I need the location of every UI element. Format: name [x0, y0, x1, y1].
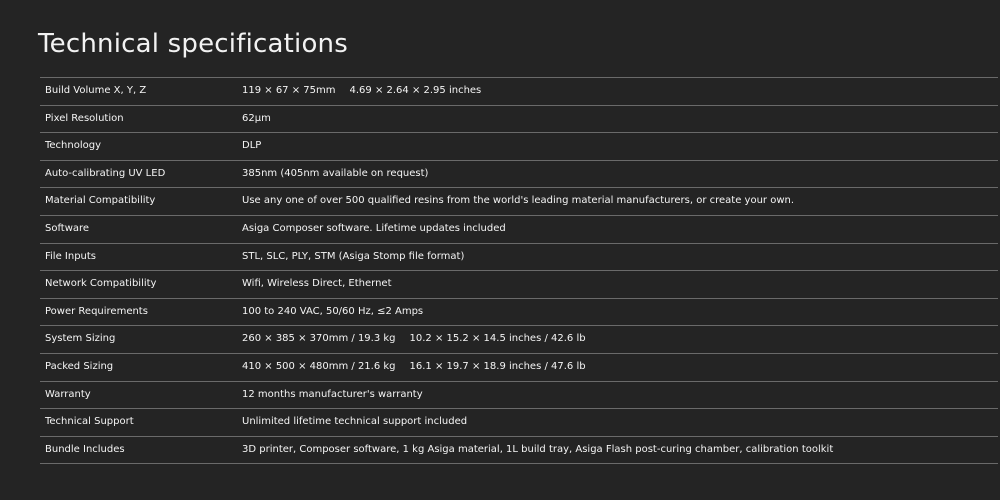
spec-row-build-volume [40, 78, 998, 106]
spec-row-pixel-resolution [40, 106, 998, 134]
spec-label: Material Compatibility [45, 195, 156, 207]
spec-row-file-inputs [40, 244, 998, 272]
spec-row-uv-led [40, 161, 998, 189]
spec-row-network-compatibility [40, 271, 998, 299]
spec-value [242, 326, 586, 353]
spec-value: Unlimited lifetime technical support included [242, 416, 468, 428]
spec-value [242, 78, 481, 105]
spec-value-imperial: 10.2 × 15.2 × 14.5 inches / 42.6 lb [409, 333, 586, 345]
spec-value-metric: 260 × 385 × 370mm / 19.3 kg [242, 333, 396, 345]
spec-label: Bundle Includes [45, 443, 125, 455]
spec-row-power-requirements [40, 299, 998, 327]
spec-label: Auto-calibrating UV LED [45, 167, 166, 179]
spec-label: File Inputs [45, 250, 97, 262]
spec-value-metric: 410 × 500 × 480mm / 21.6 kg [242, 360, 396, 372]
spec-value: Wifi, Wireless Direct, Ethernet [242, 278, 392, 290]
spec-value: 100 to 240 VAC, 50/60 Hz, ≤2 Amps [242, 305, 424, 317]
spec-row-packed-sizing [40, 354, 998, 382]
spec-row-material-compatibility [40, 188, 998, 216]
spec-value-imperial: 16.1 × 19.7 × 18.9 inches / 47.6 lb [409, 360, 586, 372]
spec-row-technology [40, 133, 998, 161]
spec-label: Power Requirements [45, 305, 148, 317]
spec-label: Warranty [45, 388, 91, 400]
spec-row-bundle-includes [40, 437, 998, 465]
spec-label: Build Volume X, Y, Z [45, 85, 147, 96]
spec-label: System Sizing [45, 333, 116, 345]
spec-value [242, 354, 586, 381]
spec-row-technical-support [40, 409, 998, 437]
spec-value: 385nm (405nm available on request) [242, 167, 429, 179]
spec-value: Asiga Composer software. Lifetime updates included [242, 222, 506, 234]
spec-row-system-sizing [40, 326, 998, 354]
spec-row-warranty [40, 382, 998, 410]
spec-value: 12 months manufacturer's warranty [242, 388, 423, 400]
spec-value: 3D printer, Composer software, 1 kg Asiga material, 1L build tray, Asiga Flash post-curing chamber, calibration toolkit [242, 443, 834, 455]
spec-value: DLP [242, 140, 262, 152]
spec-value: 62µm [242, 112, 271, 124]
spec-value-metric: 119 × 67 × 75mm [242, 85, 336, 96]
spec-table [40, 77, 998, 464]
spec-label: Packed Sizing [45, 360, 114, 372]
spec-label: Technical Support [45, 416, 134, 428]
page-title: Technical specifications [38, 29, 348, 59]
spec-row-software [40, 216, 998, 244]
spec-label: Software [45, 222, 90, 234]
spec-value-imperial: 4.69 × 2.64 × 2.95 inches [349, 85, 482, 96]
spec-label: Technology [45, 140, 102, 152]
spec-value: Use any one of over 500 qualified resins from the world's leading material manufacturers, or create your own. [242, 195, 795, 207]
spec-label: Pixel Resolution [45, 112, 124, 124]
spec-label: Network Compatibility [45, 278, 157, 290]
spec-value: STL, SLC, PLY, STM (Asiga Stomp file format) [242, 250, 465, 262]
